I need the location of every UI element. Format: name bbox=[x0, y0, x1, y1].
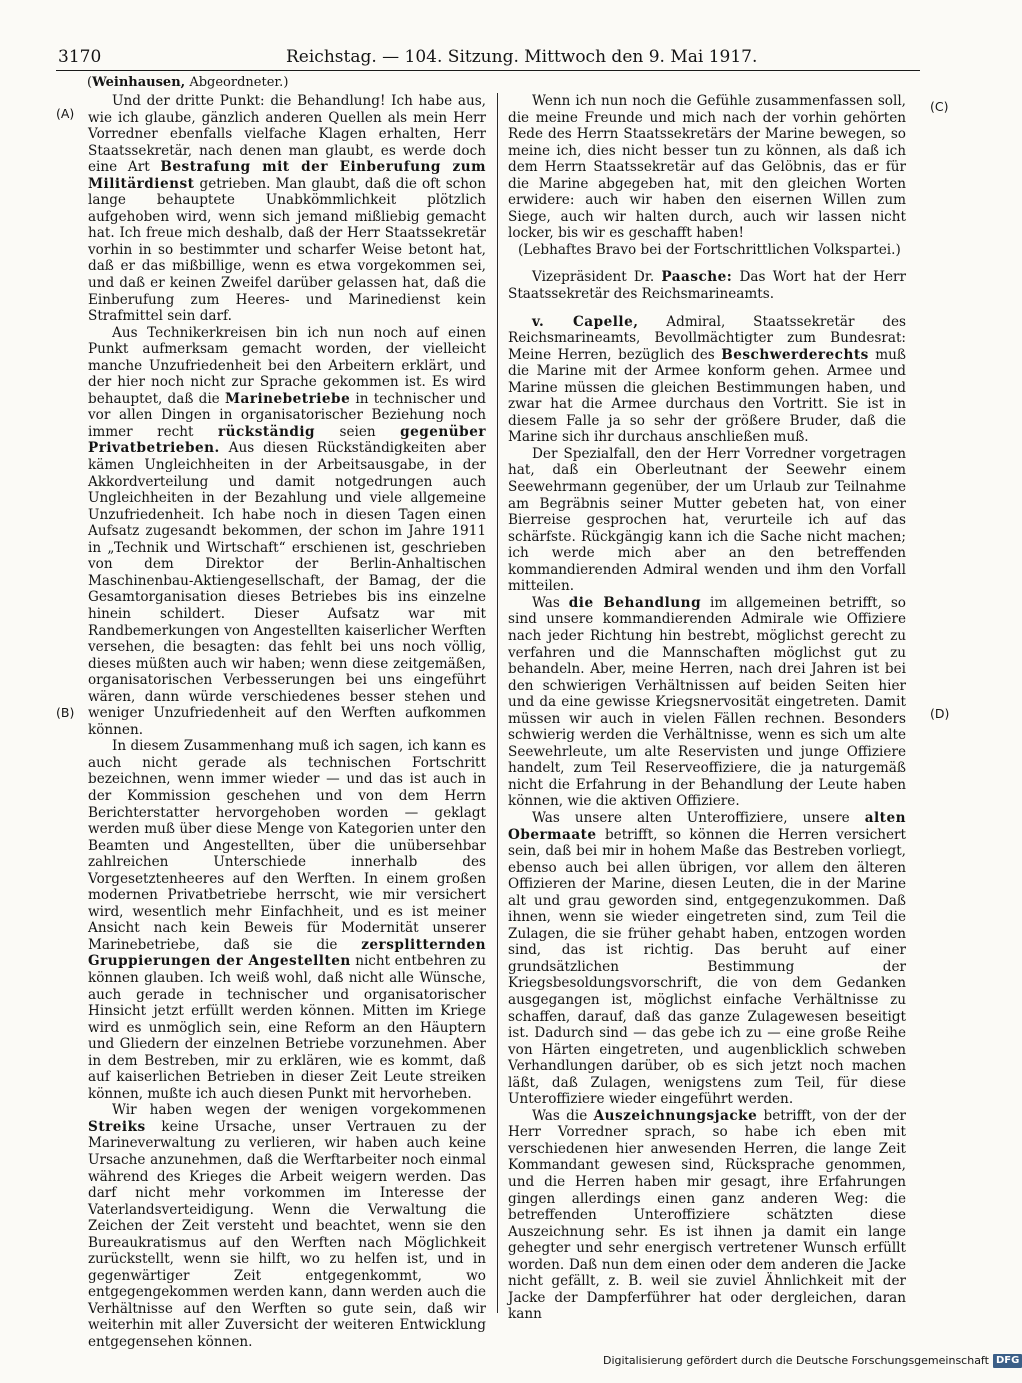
right-column bbox=[508, 93, 907, 1323]
paragraph: Der Spezialfall, den der Herr Vorredner vorgetragen hat, daß ein Oberleutnant der Seewehr einem Seewehrmann gegenüber, der um Urlaub zur Teilnahme am Begräbnis seiner Mutter gebeten hat, von einer Bierreise gesprochen hat, verurteile ich auf das schärfste. Rückgängig kann ich die Sache nicht machen; ich werde mich aber an den betreffenden kommandierenden Admiral wenden und ihm den Vorfall mitteilen. bbox=[508, 445, 906, 595]
dfg-logo: DFG bbox=[993, 1354, 1022, 1368]
emphasis: Auszeichnungsjacke bbox=[593, 1107, 758, 1124]
column-divider bbox=[497, 93, 498, 1313]
paragraph: In diesem Zusammenhang muß ich sagen, ich kann es auch nicht gerade als technischen Fortschritt bezeichnen, wenn immer wieder — und das ist auch in der Kommission geschehen und von dem Herrn Berichterstatter hervorgehoben worden — geklagt werden muß über diese Menge von Kategorien unter den Beamten und Angestellten, über die unübersehbar zahlreichen Unterschiede innerhalb des Vorgesetztenheeres auf den Werften. In einem großen modernen Privatbetriebe herrscht, wie mir versichert wird, wesentlich mehr Einfachheit, und es ist meiner Ansicht nach kein Beweis für Modernität unserer Marinebetriebe, daß sie die zersplitternden Gruppierungen der Angestellten nicht entbehren zu können glauben. Ich weiß wohl, daß nicht alle Wünsche, auch gerade in technischer und organisatorischer Hinsicht jetzt erfüllt werden können. Mitten im Kriege wird es unmöglich sein, eine Reform an den Häuptern und Gliedern der einzelnen Betriebe vorzunehmen. Aber in dem Bestreben, mir zu erklären, wie es kommt, daß auf kaiserlichen Betrieben in dieser Zeit Leute streiken können, mußte ich auch diesen Punkt mit hervorheben. bbox=[88, 738, 486, 1102]
speaker-open-paren: ( bbox=[87, 75, 93, 90]
emphasis: gegenüber Privatbetrieben. bbox=[88, 423, 486, 457]
margin-marker-c: (C) bbox=[930, 99, 949, 114]
speaker-role: Abgeordneter.) bbox=[189, 75, 289, 90]
paragraph: Was unsere alten Unteroffiziere, unsere alten Obermaate betrifft, so können die Herren versichert sein, daß bei mir in hohem Maße das Bestreben vorliegt, ebenso auch bei allen übrigen, vor allem den älteren Offizieren der Marine, diesen Leuten, die in der Marine alt und grau geworden sind, entgegenzukommen. Daß ihnen, wenn sie wieder eingetreten sind, zum Teil die Zulagen, die sie früher gehabt haben, entzogen worden sind, das ist richtig. Das beruht auf einer grundsätzlichen Bestimmung der Kriegsbesoldungsvorschrift, die von dem Gedanken ausgegangen ist, möglichst einfache Verhältnisse zu schaffen, darauf, daß das ganze Zulagewesen beseitigt ist. Dadurch sind — das gebe ich zu — eine große Reihe von Härten eingetreten, und augenblicklich schweben Verhandlungen darüber, ob es sich jetzt noch machen läßt, daß Zulagen, wenigstens zum Teil, für diese Unteroffiziere wieder eingeführt werden. bbox=[508, 809, 906, 1108]
paragraph-capelle: v. Capelle, Admiral, Staatssekretär des Reichsmarineamts, Bevollmächtigter zum Bundesrat: Meine Herren, bezüglich des Beschwerderechts muß die Marine mit der Armee konform gehen. Armee und Marine müssen die gleichen Bestimmungen haben, und zwar hat die Armee durchaus den Vortritt. Sie ist in diesem Falle ja so sehr der größere Bruder, daß die Marine sich ihr durchaus anschließen muß. bbox=[508, 313, 906, 446]
paragraph: Wenn ich nun noch die Gefühle zusammenfassen soll, die meine Freunde und mich nach der vorhin gehörten Rede des Herrn Staatssekretärs der Marine bewegen, so meine ich, dies nicht besser tun zu können, als daß ich dem Herrn Staatssekretär auf das Gelöbnis, das er für die Marine abgegeben hat, mit den gleichen Worten erwidere: auch wir haben den eisernen Willen zum Siege, auch wir halten durch, auch wir lassen nicht locker, bis wir es geschafft haben! bbox=[508, 93, 906, 242]
footer-text: Digitalisierung gefördert durch die Deutsche Forschungsgemeinschaft bbox=[603, 1354, 989, 1367]
emphasis: Beschwerderechts bbox=[721, 346, 869, 363]
emphasis: die Behandlung bbox=[568, 594, 702, 611]
paragraph: Aus Technikerkreisen bin ich nun noch auf einen Punkt aufmerksam gemacht worden, der vielleicht manche Unzufriedenheit bei den Arbeitern erklärt, und der hier noch nicht zur Sprache gekommen ist. Es wird behauptet, daß die Marinebetriebe in technischer und vor allen Dingen in organisatorischer Beziehung noch immer recht rückständig seien gegenüber Privatbetrieben. Aus diesen Rückständigkeiten aber kämen Ungleichheiten in der Arbeitsausgabe, in der Akkordverteilung und damit notgedrungen auch Ungleichheiten in der Bezahlung und viele allgemeine Unzufriedenheit. Ich habe noch in diesen Tagen einen Aufsatz zugesandt bekommen, der schon im Jahre 1911 in „Technik und Wirtschaft“ erschienen ist, geschrieben von dem Direktor der Berlin-Anhaltischen Maschinenbau-Aktiengesellschaft, der Bamag, der die Gesamtorganisation dieses Betriebes bis ins einzelne hinein schildert. Dieser Aufsatz war mit Randbemerkungen von Angestellten kaiserlicher Werften versehen, die besagten: das fehlt bei uns noch völlig, dieses müßten auch wir haben; wenn diese zeitgemäßen, organisatorischen Verbesserungen bei uns eingeführt wären, dann würde verschiedenes besser stehen und weniger Unzufriedenheit auf den Werften aufkommen können. bbox=[88, 324, 486, 738]
page-title: Reichstag. — 104. Sitzung. Mittwoch den 9. Mai 1917. bbox=[286, 47, 758, 67]
speaker-name: Paasche: bbox=[661, 269, 733, 286]
footer-credit bbox=[603, 1352, 1020, 1370]
paragraph: Was die Behandlung im allgemeinen betrifft, so sind unsere kommandierenden Admirale wie Offiziere nach jeder Richtung hin bestrebt, möglichst gerecht zu verfahren und die Mannschaften möglichst gut zu behandeln. Aber, meine Herren, nach drei Jahren ist bei den schwierigen Verhältnissen auf beiden Seiten hier und da eine gewisse Kriegsnervosität eingetreten. Damit müssen wir auch in vielen Fällen rechnen. Besonders schwierig werden die Verhältnisse, wenn es sich um alte Seewehrleute, um alte Reservisten und junge Offiziere handelt, zum Teil Reserveoffiziere, die ja naturgemäß nicht die Erfahrung in der Behandlung der Leute haben können, wie die aktiven Offiziere. bbox=[508, 594, 906, 810]
emphasis: Marinebetriebe bbox=[224, 390, 351, 407]
paragraph: Was die Auszeichnungsjacke betrifft, von der der Herr Vorredner sprach, so habe ich eben mit verschiedenen hier anwesenden Herren, die lange Zeit Kommandant gewesen sind, Rücksprache genommen, und die Herren haben mir gesagt, ihre Erfahrungen gingen allerdings einen ganz anderen Weg: die betreffenden Unteroffiziere schätzten diese Auszeichnung sehr. Es ist ihnen ja damit ein lange gehegter und sehr energisch vertretener Wunsch erfüllt worden. Daß nun dem einen oder dem anderen die Jacke nicht gefällt, z. B. weil sie zuviel Ähnlichkeit mit der Jacke der Dampferführer hat oder dergleichen, daran kann bbox=[508, 1107, 907, 1323]
paragraph-vizepraesident: Vizepräsident Dr. Paasche: Das Wort hat der Herr Staatssekretär des Reichsmarineamts. bbox=[508, 269, 907, 303]
emphasis: zersplitternden Gruppierungen der Angestellten bbox=[88, 936, 486, 970]
page-number: 3170 bbox=[58, 47, 102, 67]
emphasis: alten Obermaate bbox=[508, 809, 906, 843]
paragraph: Und der dritte Punkt: die Behandlung! Ich habe aus, wie ich glaube, gänzlich anderen Quellen als mein Herr Vorredner ebenfalls vielfache Klagen erhalten, Herr Staatssekretär, nach denen man glaubt, es werde doch eine Art Bestrafung mit der Einberufung zum Militärdienst getrieben. Man glaubt, daß die oft schon lange behauptete Unabkömmlichkeit plötzlich aufgehoben wird, wenn sich jemand mißliebig gemacht hat. Ich freue mich deshalb, daß der Herr Staatssekretär vorhin in so bestimmter und scharfer Weise betont hat, daß er das mißbillige, wenn es etwa vorgekommen sei, und daß er keinen Zweifel darüber gelassen hat, daß die Einberufung zum Heeres- und Marinedienst kein Strafmittel sein darf. bbox=[88, 93, 486, 325]
speaker-line bbox=[87, 75, 288, 91]
paragraph: Wir haben wegen der wenigen vorgekommenen Streiks keine Ursache, unser Vertrauen zu der Marineverwaltung zu verlieren, wir haben auch keine Ursache anzunehmen, daß die Werftarbeiter noch einmal während des Krieges die Arbeit weigern werden. Das darf nicht mehr vorkommen im Interesse der Vaterlandsverteidigung. Wenn die Verwaltung die Zeichen der Zeit versteht und beachtet, wenn sie den Bureaukratismus auf den Werften nach Möglichkeit zurückstellt, wenn sie hilft, wo zu helfen ist, und in gegenwärtiger Zeit entgegenkommt, wo entgegengekommen werden kann, dann werden auch die Verhältnisse auf den Werften so gute sein, daß wir weiterhin mit aller Zuversicht der weiteren Entwicklung entgegensehen können. bbox=[88, 1102, 486, 1351]
emphasis: rückständig bbox=[217, 423, 316, 440]
margin-marker-b: (B) bbox=[56, 705, 75, 720]
emphasis: Bestrafung mit der Einberufung zum Militärdienst bbox=[88, 159, 486, 192]
applause-note: (Lebhaftes Bravo bei der Fortschrittlichen Volkspartei.) bbox=[518, 241, 901, 258]
speaker-name: v. Capelle, bbox=[532, 313, 639, 330]
left-column bbox=[88, 93, 486, 1351]
margin-marker-a: (A) bbox=[56, 106, 75, 121]
emphasis: Streiks bbox=[88, 1118, 146, 1135]
speaker-name: Weinhausen, bbox=[92, 75, 186, 90]
margin-marker-d: (D) bbox=[930, 706, 950, 721]
header-rule bbox=[56, 70, 920, 71]
page-header bbox=[58, 46, 918, 68]
